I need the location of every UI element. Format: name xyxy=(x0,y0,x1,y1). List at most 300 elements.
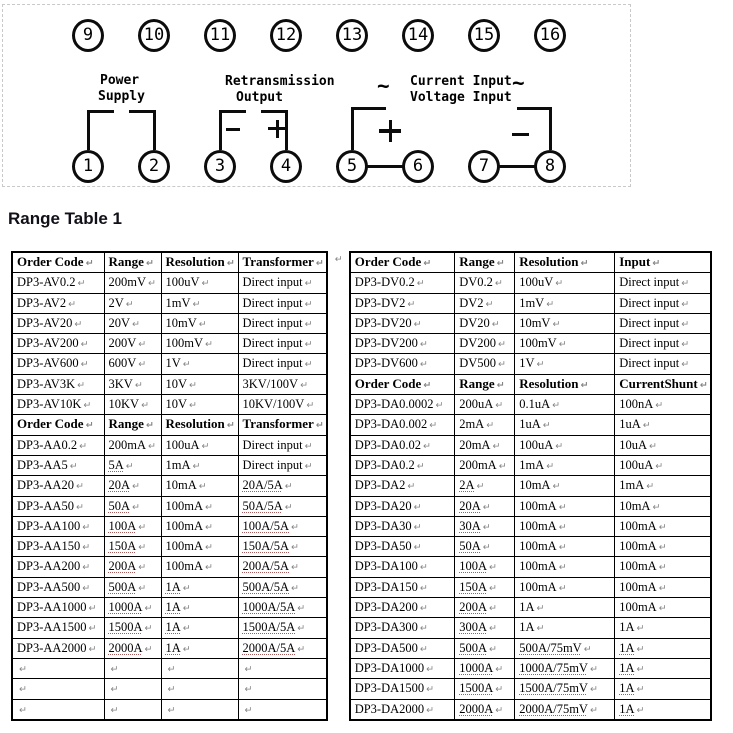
cell-text: 1A xyxy=(165,620,181,635)
paragraph-mark: ↵ xyxy=(419,339,428,351)
cell-text: Direct input xyxy=(242,356,303,371)
table-cell xyxy=(161,374,238,394)
paragraph-mark: ↵ xyxy=(77,278,86,290)
cell-text: Order Code xyxy=(17,416,84,432)
table-cell xyxy=(238,557,327,577)
power-wire-right-vertical xyxy=(153,110,156,150)
table-cell xyxy=(12,618,104,638)
table-cell xyxy=(238,537,327,557)
table-cell xyxy=(615,415,711,435)
paragraph-mark: ↵ xyxy=(297,603,306,615)
paragraph-mark: ↵ xyxy=(648,440,657,452)
paragraph-mark: ↵ xyxy=(423,440,431,452)
table-cell xyxy=(515,658,615,678)
table-row xyxy=(12,354,327,374)
paragraph-mark: ↵ xyxy=(297,623,306,635)
paragraph-mark: ↵ xyxy=(498,359,506,371)
paragraph-mark: ↵ xyxy=(138,359,147,371)
paragraph-mark: ↵ xyxy=(144,603,153,615)
table-row xyxy=(12,658,327,678)
paragraph-mark: ↵ xyxy=(426,704,435,716)
table-row xyxy=(12,496,327,516)
table-row xyxy=(350,476,711,496)
terminal-5: 5 xyxy=(336,150,368,183)
cell-text: 1500A/5A xyxy=(242,620,296,635)
cell-text: 1mA xyxy=(165,457,191,472)
cell-text: Resolution xyxy=(165,416,225,432)
paragraph-mark: ↵ xyxy=(74,318,83,330)
table-cell xyxy=(515,638,615,658)
cell-text: 1mA xyxy=(619,478,645,493)
cell-text: 100mA xyxy=(519,539,557,554)
cell-text: 150A xyxy=(459,579,487,594)
table-cell xyxy=(615,638,711,658)
paragraph-mark: ↵ xyxy=(110,704,119,716)
paragraph-mark: ↵ xyxy=(189,400,197,412)
cell-text: Resolution xyxy=(519,375,579,391)
paragraph-mark: ↵ xyxy=(304,339,313,351)
paragraph-mark: ↵ xyxy=(413,318,422,330)
table-cell xyxy=(161,313,238,333)
table-cell xyxy=(104,435,161,455)
paragraph-mark: ↵ xyxy=(182,623,191,635)
table-cell xyxy=(515,598,615,618)
cell-text: Direct input xyxy=(619,295,680,310)
cell-text: 2000A/75mV xyxy=(519,701,588,716)
table-row xyxy=(350,598,711,618)
paragraph-mark: ↵ xyxy=(555,278,564,290)
cell-text: 1uA xyxy=(519,417,541,432)
paragraph-mark: ↵ xyxy=(83,400,92,412)
cell-text: Order Code xyxy=(354,375,422,391)
paragraph-mark: ↵ xyxy=(546,298,555,310)
paragraph-mark: ↵ xyxy=(486,420,495,432)
power-wire-left-top xyxy=(87,110,114,113)
cell-text: Order Code xyxy=(17,254,84,269)
table-cell xyxy=(350,537,455,557)
paragraph-mark: ↵ xyxy=(495,400,504,412)
table-cell xyxy=(12,658,104,678)
paragraph-mark: ↵ xyxy=(300,379,309,391)
table-cell xyxy=(350,638,455,658)
cell-text: DP3-AA0.2 xyxy=(17,437,78,452)
cell-text: Range xyxy=(459,375,495,391)
table-cell xyxy=(161,516,238,536)
cell-text: DP3-DA300 xyxy=(354,620,418,635)
table-cell xyxy=(161,537,238,557)
paragraph-mark: ↵ xyxy=(488,643,497,655)
paragraph-mark: ↵ xyxy=(79,440,88,452)
cell-text: 500A xyxy=(108,579,137,594)
cell-text: DP3-AV0.2 xyxy=(17,275,76,290)
paragraph-mark: ↵ xyxy=(488,582,497,594)
table-cell xyxy=(238,476,327,496)
input-plus-sign-v xyxy=(389,120,393,142)
cell-text: Transformer xyxy=(242,254,314,269)
cell-text: 50A xyxy=(459,539,481,554)
table-cell xyxy=(615,374,711,394)
table-cell xyxy=(515,537,615,557)
table-cell xyxy=(350,658,455,678)
paragraph-mark: ↵ xyxy=(138,582,147,594)
cell-text: 500A/5A xyxy=(242,579,290,594)
cell-text: 200mV xyxy=(108,275,146,290)
cell-text: 2000A xyxy=(108,640,143,655)
table-cell xyxy=(455,577,515,597)
table-cell xyxy=(238,415,327,435)
table-cell xyxy=(12,334,104,354)
paragraph-mark: ↵ xyxy=(699,379,708,391)
paragraph-mark: ↵ xyxy=(498,460,507,472)
table-cell xyxy=(161,618,238,638)
table-row xyxy=(350,293,711,313)
table-cell xyxy=(12,699,104,720)
paragraph-mark: ↵ xyxy=(167,684,176,696)
paragraph-mark: ↵ xyxy=(145,258,154,269)
table-cell xyxy=(515,374,615,394)
paragraph-mark: ↵ xyxy=(589,663,598,675)
cell-text: 150A xyxy=(108,539,137,554)
paragraph-mark: ↵ xyxy=(226,420,235,432)
table-cell xyxy=(104,618,161,638)
cell-text: 1A xyxy=(165,640,181,655)
paragraph-mark: ↵ xyxy=(558,339,567,351)
cell-text: 100mA xyxy=(619,559,657,574)
paragraph-mark: ↵ xyxy=(201,440,210,452)
paragraph-mark: ↵ xyxy=(205,562,213,574)
cell-text: 1000A xyxy=(459,660,494,675)
paragraph-mark: ↵ xyxy=(419,582,428,594)
paragraph-mark: ↵ xyxy=(198,318,207,330)
cell-text: 100mV xyxy=(165,336,203,351)
table-cell xyxy=(615,476,711,496)
current-input-label: Current Input xyxy=(410,74,512,89)
paragraph-mark: ↵ xyxy=(291,521,299,533)
cell-text: 100mA xyxy=(519,579,557,594)
paragraph-mark: ↵ xyxy=(167,704,176,716)
table-row xyxy=(350,516,711,536)
cell-text: Direct input xyxy=(242,437,303,452)
paragraph-mark: ↵ xyxy=(658,542,667,554)
table-row xyxy=(12,537,327,557)
paragraph-mark: ↵ xyxy=(138,542,147,554)
paragraph-mark: ↵ xyxy=(205,339,213,351)
cell-text: 20V xyxy=(108,315,131,330)
cell-text: 1A xyxy=(619,620,635,635)
retrans-wire-plus-top xyxy=(261,110,288,113)
table-cell xyxy=(12,598,104,618)
cell-text: DP3-DA100 xyxy=(354,559,418,574)
paragraph-mark: ↵ xyxy=(291,542,299,554)
table-cell xyxy=(615,273,711,293)
cell-text: 100mA xyxy=(619,600,657,615)
paragraph-mark: ↵ xyxy=(138,339,147,351)
paragraph-mark: ↵ xyxy=(423,379,432,391)
table-cell xyxy=(455,455,515,475)
paragraph-mark: ↵ xyxy=(189,379,197,391)
table-cell xyxy=(615,557,711,577)
table-cell xyxy=(455,293,515,313)
cell-text: Direct input xyxy=(619,315,680,330)
cell-text: 100uA xyxy=(165,437,200,452)
paragraph-mark-between-tables: ↵ xyxy=(334,254,343,265)
cell-text: DP3-AA200 xyxy=(17,559,81,574)
paragraph-mark: ↵ xyxy=(291,562,299,574)
paragraph-mark: ↵ xyxy=(201,278,210,290)
table-cell xyxy=(615,598,711,618)
terminal-2: 2 xyxy=(138,150,170,183)
table-cell xyxy=(161,496,238,516)
cell-text: Range xyxy=(459,254,495,269)
cell-text: DP3-AV200 xyxy=(17,336,79,351)
cell-text: 300A xyxy=(459,620,487,635)
cell-text: DP3-DV0.2 xyxy=(354,275,415,290)
paragraph-mark: ↵ xyxy=(482,501,491,513)
retrans-minus-sign xyxy=(226,128,240,131)
table-cell xyxy=(350,334,455,354)
cell-text: DV0.2 xyxy=(459,275,493,290)
cell-text: DP3-DV2 xyxy=(354,295,406,310)
paragraph-mark: ↵ xyxy=(138,562,147,574)
cell-text: Resolution xyxy=(165,254,225,269)
range-tables xyxy=(11,251,733,721)
paragraph-mark: ↵ xyxy=(495,704,504,716)
table-cell xyxy=(515,455,615,475)
table-row xyxy=(350,557,711,577)
paragraph-mark: ↵ xyxy=(284,481,293,493)
table-row xyxy=(350,313,711,333)
terminal-6: 6 xyxy=(402,150,434,183)
cell-text: 1mV xyxy=(165,295,191,310)
table-cell xyxy=(238,618,327,638)
table-cell xyxy=(12,455,104,475)
table-cell xyxy=(238,313,327,333)
table-cell xyxy=(104,679,161,699)
paragraph-mark: ↵ xyxy=(85,420,94,432)
table-row xyxy=(350,679,711,699)
cell-text: DP3-AA2000 xyxy=(17,640,87,655)
paragraph-mark: ↵ xyxy=(494,278,503,290)
paragraph-mark: ↵ xyxy=(419,623,428,635)
terminal-13: 13 xyxy=(336,19,368,52)
cell-text: Transformer xyxy=(242,416,314,432)
cell-text: 1000A/75mV xyxy=(519,660,588,675)
retrans-plus-sign-v xyxy=(276,120,279,138)
paragraph-mark: ↵ xyxy=(419,643,428,655)
paragraph-mark: ↵ xyxy=(580,258,589,269)
paragraph-mark: ↵ xyxy=(658,603,667,615)
paragraph-mark: ↵ xyxy=(655,400,664,412)
cell-text: DP3-AV10K xyxy=(17,397,82,412)
table-cell xyxy=(515,334,615,354)
paragraph-mark: ↵ xyxy=(419,359,428,371)
paragraph-mark: ↵ xyxy=(125,298,134,310)
paragraph-mark: ↵ xyxy=(636,663,645,675)
terminal-10: 10 xyxy=(138,19,170,52)
cell-text: 50A xyxy=(108,498,131,513)
paragraph-mark: ↵ xyxy=(681,318,690,330)
cell-text: 100mA xyxy=(165,498,203,513)
table-cell xyxy=(615,455,711,475)
paragraph-mark: ↵ xyxy=(315,420,324,432)
cell-text: 200V xyxy=(108,336,137,351)
cell-text: DP3-DA0.002 xyxy=(354,417,428,432)
table-row xyxy=(350,455,711,475)
retrans-wire-minus-vertical xyxy=(219,110,222,150)
cell-text: DV500 xyxy=(459,356,497,371)
table-cell xyxy=(104,638,161,658)
table-cell xyxy=(12,293,104,313)
cell-text: 100nA xyxy=(619,397,654,412)
paragraph-mark: ↵ xyxy=(429,420,438,432)
paragraph-mark: ↵ xyxy=(426,663,435,675)
paragraph-mark: ↵ xyxy=(82,521,91,533)
table-row xyxy=(12,557,327,577)
cell-text: 600V xyxy=(108,356,137,371)
table-row xyxy=(350,658,711,678)
paragraph-mark: ↵ xyxy=(681,359,690,371)
table-cell xyxy=(12,252,104,273)
cell-text: 2000A xyxy=(459,701,494,716)
cell-text: DP3-DA0.2 xyxy=(354,457,415,472)
table-cell xyxy=(12,638,104,658)
cell-text: 100mA xyxy=(619,539,657,554)
table-cell xyxy=(104,516,161,536)
paragraph-mark: ↵ xyxy=(558,542,567,554)
paragraph-mark: ↵ xyxy=(148,440,156,452)
table-cell xyxy=(515,252,615,273)
cell-text: DV20 xyxy=(459,315,490,330)
cell-text: Direct input xyxy=(619,356,680,371)
table-cell xyxy=(238,395,327,415)
paragraph-mark: ↵ xyxy=(435,400,444,412)
paragraph-mark: ↵ xyxy=(88,603,97,615)
table-cell xyxy=(615,537,711,557)
table-cell xyxy=(350,618,455,638)
paragraph-mark: ↵ xyxy=(244,704,253,716)
cell-text: DP3-AV2 xyxy=(17,295,67,310)
table-row xyxy=(12,374,327,394)
cell-text: 10V xyxy=(165,397,188,412)
table-cell xyxy=(104,354,161,374)
table-cell xyxy=(161,577,238,597)
paragraph-mark: ↵ xyxy=(306,400,315,412)
paragraph-mark: ↵ xyxy=(145,420,154,432)
table-cell xyxy=(515,313,615,333)
table-cell xyxy=(350,455,455,475)
table-cell xyxy=(615,618,711,638)
terminal-4: 4 xyxy=(270,150,302,183)
table-row xyxy=(350,374,711,394)
cell-text: DP3-DA1500 xyxy=(354,681,425,696)
table-cell xyxy=(161,273,238,293)
table-cell xyxy=(615,699,711,720)
paragraph-mark: ↵ xyxy=(552,318,561,330)
paragraph-mark: ↵ xyxy=(284,501,293,513)
cell-text: 10mA xyxy=(165,478,197,493)
retransmission-label-line1: Retransmission xyxy=(225,74,335,89)
cell-text: 10V xyxy=(165,376,188,391)
table-cell xyxy=(12,496,104,516)
paragraph-mark: ↵ xyxy=(82,542,91,554)
table-row xyxy=(350,577,711,597)
table-cell xyxy=(455,638,515,658)
paragraph-mark: ↵ xyxy=(110,663,119,675)
table-cell xyxy=(12,537,104,557)
cell-text: Range xyxy=(108,254,144,269)
retrans-wire-plus-vertical xyxy=(285,110,288,150)
table-row xyxy=(350,496,711,516)
cell-text: CurrentShunt xyxy=(619,375,698,391)
cell-text: 3KV/100V xyxy=(242,376,299,391)
table-cell xyxy=(161,598,238,618)
table-cell xyxy=(350,435,455,455)
table-row xyxy=(350,395,711,415)
cell-text: Order Code xyxy=(354,254,422,269)
table-cell xyxy=(350,252,455,273)
paragraph-mark: ↵ xyxy=(167,663,176,675)
table-cell xyxy=(455,537,515,557)
paragraph-mark: ↵ xyxy=(198,481,207,493)
table-cell xyxy=(455,354,515,374)
input-wire-minus-top xyxy=(517,107,552,110)
cell-text: Range xyxy=(108,416,144,432)
table-row xyxy=(12,618,327,638)
cell-text: 100uA xyxy=(619,457,654,472)
paragraph-mark: ↵ xyxy=(315,258,324,269)
cell-text: 100mA xyxy=(165,518,203,533)
terminal-14: 14 xyxy=(402,19,434,52)
table-row xyxy=(350,415,711,435)
cell-text: 100mV xyxy=(519,336,557,351)
cell-text: DP3-AV600 xyxy=(17,356,79,371)
cell-text: 100uV xyxy=(519,275,554,290)
paragraph-mark: ↵ xyxy=(110,684,119,696)
cell-text: 2mA xyxy=(459,417,485,432)
cell-text: 3KV xyxy=(108,376,133,391)
table-cell xyxy=(515,476,615,496)
paragraph-mark: ↵ xyxy=(304,298,313,310)
paragraph-mark: ↵ xyxy=(19,704,27,716)
paragraph-mark: ↵ xyxy=(192,298,201,310)
paragraph-mark: ↵ xyxy=(681,339,690,351)
cell-text: Direct input xyxy=(242,295,303,310)
table-cell xyxy=(238,435,327,455)
paragraph-mark: ↵ xyxy=(182,359,191,371)
table-cell xyxy=(455,415,515,435)
table-cell xyxy=(515,618,615,638)
cell-text: Direct input xyxy=(619,275,680,290)
cell-text: 1500A/75mV xyxy=(519,681,588,696)
paragraph-mark: ↵ xyxy=(552,400,561,412)
table-cell xyxy=(455,658,515,678)
table-cell xyxy=(615,293,711,313)
table-cell xyxy=(350,374,455,394)
cell-text: 100A xyxy=(108,518,137,533)
cell-text: 1A xyxy=(165,579,181,594)
cell-text: 100uA xyxy=(519,437,554,452)
cell-text: 5A xyxy=(108,457,124,472)
table-cell xyxy=(455,435,515,455)
table-cell xyxy=(615,577,711,597)
table-cell xyxy=(515,395,615,415)
table-cell xyxy=(104,598,161,618)
paragraph-mark: ↵ xyxy=(552,481,561,493)
cell-text: 1500A xyxy=(459,681,494,696)
paragraph-mark: ↵ xyxy=(205,521,213,533)
table-cell xyxy=(455,334,515,354)
table-row xyxy=(350,273,711,293)
